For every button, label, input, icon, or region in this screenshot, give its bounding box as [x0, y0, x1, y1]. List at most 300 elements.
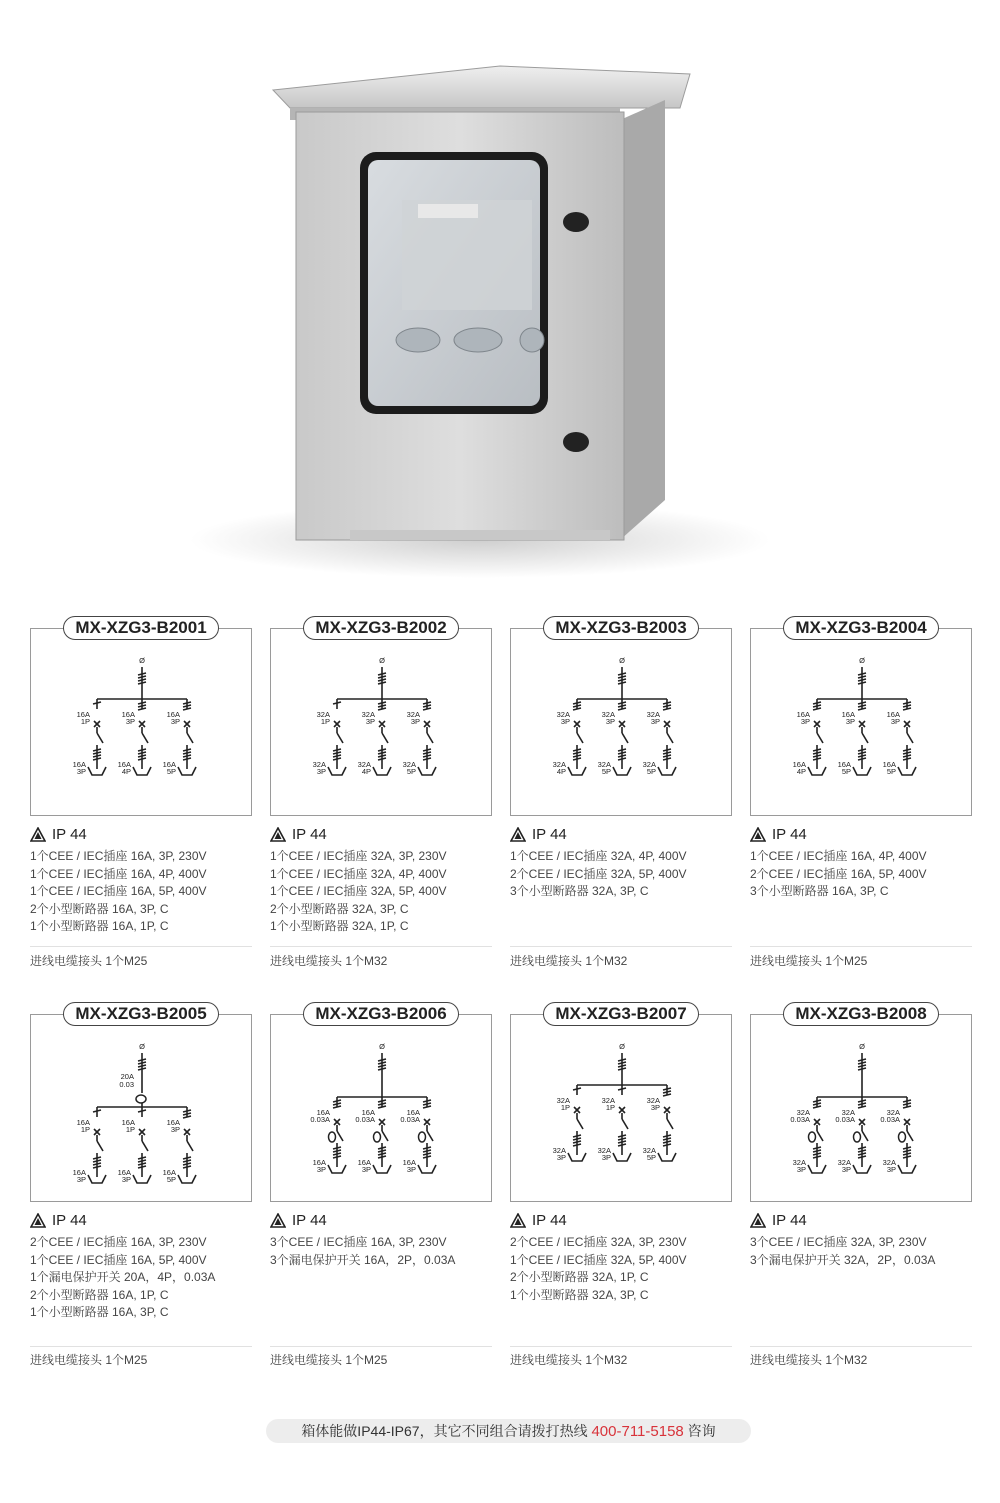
diagram-switch-contact [382, 1131, 388, 1141]
diagram-pole-ticks [423, 702, 431, 704]
cable-gland-info: 进线电缆接头 1个M25 [270, 1353, 388, 1367]
diagram-socket-rating: 32A [312, 760, 326, 769]
diagram-breaker-poles: 0.03A [790, 1115, 810, 1124]
diagram-feed-ticks [858, 682, 866, 684]
diagram-pole-ticks [663, 1094, 671, 1096]
diagram-pole-ticks [663, 705, 671, 707]
diagram-socket-rating: 16A [72, 760, 86, 769]
cable-gland-info: 进线电缆接头 1个M25 [750, 954, 868, 968]
diagram-socket-ticks [93, 758, 101, 760]
spec-line: 2个CEE / IEC插座 32A, 3P, 230V [510, 1235, 687, 1249]
diagram-socket-rating: 32A [642, 760, 656, 769]
diagram-socket-ticks [573, 758, 581, 760]
diagram-socket-rating: 16A [72, 1168, 86, 1177]
diagram-switch-contact [97, 1141, 103, 1151]
diagram-breaker-rating: 32A [601, 710, 615, 719]
diagram-socket-ticks [663, 1135, 671, 1137]
diagram-socket-ticks [423, 1150, 431, 1152]
diagram-socket-ticks [138, 1166, 146, 1168]
diagram-socket-rating: 32A [642, 1146, 656, 1155]
diagram-socket-ticks [813, 758, 821, 760]
diagram-feed-ticks [858, 1065, 866, 1067]
diagram-socket-ticks [903, 1153, 911, 1155]
diagram-breaker-poles: 3P [605, 717, 615, 726]
cable-gland-info: 进线电缆接头 1个M32 [750, 1353, 868, 1367]
diagram-breaker-poles: 3P [800, 717, 810, 726]
diagram-socket-ticks [903, 752, 911, 754]
diagram-rcd-sensor [899, 1132, 906, 1142]
model-number: MX-XZG3-B2003 [543, 616, 699, 640]
diagram-socket-ticks [903, 755, 911, 757]
diagram-pole-ticks [858, 702, 866, 704]
diagram-feed-ticks [378, 1068, 386, 1070]
divider [750, 1346, 972, 1347]
diagram-pole-ticks [813, 705, 821, 707]
diagram-pole-ticks [813, 1106, 821, 1108]
diagram-socket-rating: 16A [117, 1168, 131, 1177]
diagram-socket-ticks [813, 1147, 821, 1149]
spec-line: 1个CEE / IEC插座 16A, 4P, 400V [750, 849, 927, 863]
spec-line: 2个CEE / IEC插座 16A, 3P, 230V [30, 1235, 207, 1249]
diagram-socket-ticks [183, 1166, 191, 1168]
diagram-feed-ticks [138, 1059, 146, 1061]
diagram-socket-ticks [183, 755, 191, 757]
diagram-pole-ticks [903, 705, 911, 707]
wiring-diagram-box [750, 1014, 972, 1202]
diagram-socket-ticks [93, 752, 101, 754]
divider [750, 946, 972, 947]
spec-list [30, 1234, 260, 1322]
diagram-breaker-poles: 3P [170, 1125, 180, 1134]
divider [510, 946, 732, 947]
diagram-feed-ticks [858, 679, 866, 681]
diagram-breaker-rating: 32A [646, 710, 660, 719]
diagram-socket-poles: 5P [406, 767, 416, 776]
spec-list [510, 1234, 740, 1304]
spec-line: 1个CEE / IEC插座 32A, 4P, 400V [270, 866, 447, 881]
diagram-breaker-poles: 0.03A [835, 1115, 855, 1124]
diagram-socket-ticks [93, 1163, 101, 1165]
diagram-breaker-rating: 16A [406, 1108, 420, 1117]
diagram-pole-ticks [423, 1100, 431, 1102]
spec-line: 3个漏电保护开关 16A，2P，0.03A [270, 1252, 456, 1267]
spec-line: 2个CEE / IEC插座 16A, 5P, 400V [750, 866, 927, 881]
diagram-socket-ticks [573, 1141, 581, 1143]
wiring-diagram-box [30, 1014, 252, 1202]
diagram-socket-ticks [663, 1138, 671, 1140]
spec-line: 1个CEE / IEC插座 32A, 5P, 400V [510, 1252, 687, 1267]
diagram-socket-ticks [423, 758, 431, 760]
diagram-socket-ticks [333, 1147, 341, 1149]
ip-rating-text: IP 44 [292, 1211, 327, 1229]
divider [510, 1346, 732, 1347]
diagram-breaker-rating: 16A [76, 1118, 90, 1127]
diagram-socket-ticks [573, 752, 581, 754]
spec-line: 1个CEE / IEC插座 32A, 5P, 400V [270, 884, 447, 898]
diagram-switch-contact [667, 1119, 673, 1129]
diagram-socket-ticks [93, 749, 101, 751]
diagram-feed-ticks [378, 673, 386, 675]
diagram-socket-ticks [138, 752, 146, 754]
hotline-banner [266, 1419, 751, 1443]
wiring-diagram [31, 649, 253, 817]
diagram-switch-contact [427, 733, 433, 743]
diagram-socket-ticks [663, 749, 671, 751]
diagram-socket-ticks [618, 1141, 626, 1143]
diagram-socket-ticks [378, 758, 386, 760]
diagram-socket-poles: 3P [886, 1165, 896, 1174]
diagram-socket-ticks [903, 1156, 911, 1158]
diagram-pole-ticks [183, 705, 191, 707]
diagram-socket-poles: 3P [841, 1165, 851, 1174]
spec-line: 2个小型断路器 16A, 1P, C [30, 1287, 169, 1302]
divider [30, 946, 252, 947]
diagram-pole-ticks [138, 702, 146, 704]
diagram-pole-ticks [183, 702, 191, 704]
ip-rating-text: IP 44 [772, 825, 807, 843]
diagram-socket-ticks [903, 1150, 911, 1152]
diagram-pole-ticks [93, 702, 101, 704]
diagram-socket-ticks [333, 1153, 341, 1155]
spec-list [270, 848, 500, 936]
diagram-feed-ticks [378, 1065, 386, 1067]
diagram-socket-ticks [183, 1157, 191, 1159]
diagram-socket-ticks [573, 749, 581, 751]
diagram-pole-ticks [903, 702, 911, 704]
diagram-breaker-poles: 3P [560, 717, 570, 726]
diagram-socket-ticks [183, 752, 191, 754]
diagram-socket-ticks [858, 749, 866, 751]
diagram-breaker-rating: 32A [556, 1096, 570, 1105]
wiring-diagram [511, 1035, 733, 1203]
ip-rating-text: IP 44 [52, 825, 87, 843]
diagram-switch-contact [577, 733, 583, 743]
ip-rating [750, 824, 807, 844]
spec-line: 1个CEE / IEC插座 32A, 3P, 230V [270, 849, 447, 863]
diagram-switch-contact [667, 733, 673, 743]
diagram-switch-contact [817, 1131, 823, 1141]
diagram-feed-ticks [858, 673, 866, 675]
diagram-breaker-poles: 1P [560, 1103, 570, 1112]
model-number: MX-XZG3-B2007 [543, 1002, 699, 1026]
ip-rating-text: IP 44 [772, 1211, 807, 1229]
diagram-feed-ticks [618, 1065, 626, 1067]
diagram-pole-ticks [858, 1100, 866, 1102]
diagram-switch-contact [337, 733, 343, 743]
diagram-breaker-rating: 16A [121, 710, 135, 719]
diagram-feed-ticks [618, 673, 626, 675]
diagram-breaker-rating: 32A [361, 710, 375, 719]
wiring-diagram [511, 649, 733, 817]
diagram-socket-rating: 16A [162, 760, 176, 769]
diagram-socket-rating: 16A [837, 760, 851, 769]
diagram-socket-ticks [423, 1156, 431, 1158]
diagram-pole-ticks [423, 1106, 431, 1108]
hotline-text: 箱体能做IP44-IP67，其它不同组合请拨打热线 [301, 1423, 592, 1439]
diagram-socket-poles: 5P [886, 767, 896, 776]
diagram-breaker-poles: 1P [605, 1103, 615, 1112]
model-number: MX-XZG3-B2001 [63, 616, 219, 640]
diagram-socket-ticks [618, 752, 626, 754]
diagram-socket-poles: 3P [406, 1165, 416, 1174]
diagram-socket-poles: 5P [646, 767, 656, 776]
diagram-socket-rating: 32A [552, 760, 566, 769]
wiring-diagram-box [30, 628, 252, 816]
diagram-socket-ticks [423, 752, 431, 754]
wiring-diagram-box [510, 628, 732, 816]
diagram-socket-ticks [333, 749, 341, 751]
diagram-phase-label: Ø [619, 1042, 625, 1051]
diagram-pole-ticks [423, 1103, 431, 1105]
diagram-breaker-rating: 32A [646, 1096, 660, 1105]
diagram-phase-label: Ø [859, 656, 865, 665]
warning-triangle-icon [750, 1213, 766, 1228]
diagram-pole-ticks [378, 708, 386, 710]
diagram-socket-rating: 16A [402, 1158, 416, 1167]
diagram-feed-ticks [618, 676, 626, 678]
ip-rating-text: IP 44 [292, 825, 327, 843]
spec-line: 1个小型断路器 16A, 3P, C [30, 1305, 169, 1319]
diagram-switch-contact [187, 1141, 193, 1151]
ip-rating-text: IP 44 [52, 1211, 87, 1229]
model-number: MX-XZG3-B2006 [303, 1002, 459, 1026]
diagram-breaker-rating: 16A [361, 1108, 375, 1117]
wiring-diagram [751, 1035, 973, 1203]
diagram-breaker-rating: 32A [406, 710, 420, 719]
diagram-socket-rating: 32A [552, 1146, 566, 1155]
diagram-switch-contact [382, 733, 388, 743]
spec-line: 2个CEE / IEC插座 32A, 5P, 400V [510, 866, 687, 881]
diagram-rcd-sensor [809, 1132, 816, 1142]
diagram-pole-ticks [618, 708, 626, 710]
diagram-switch-contact [862, 733, 868, 743]
diagram-feed-ticks [378, 676, 386, 678]
diagram-socket-ticks [138, 1160, 146, 1162]
diagram-breaker-rating: 32A [796, 1108, 810, 1117]
diagram-socket-ticks [858, 1153, 866, 1155]
diagram-socket-ticks [858, 1147, 866, 1149]
diagram-socket-ticks [93, 1157, 101, 1159]
diagram-socket-rating: 32A [402, 760, 416, 769]
warning-triangle-icon [510, 827, 526, 842]
diagram-socket-ticks [618, 758, 626, 760]
diagram-pole-ticks [573, 702, 581, 704]
diagram-socket-ticks [573, 1144, 581, 1146]
diagram-pole-ticks [573, 708, 581, 710]
diagram-rcd-sensor [854, 1132, 861, 1142]
diagram-pole-ticks [903, 1100, 911, 1102]
diagram-pole-ticks [858, 1106, 866, 1108]
diagram-feed-ticks [858, 1059, 866, 1061]
diagram-feed-ticks [378, 679, 386, 681]
diagram-breaker-rating: 16A [316, 1108, 330, 1117]
diagram-pole-ticks [333, 1106, 341, 1108]
diagram-socket-rating: 16A [792, 760, 806, 769]
diagram-socket-ticks [333, 1156, 341, 1158]
hotline-phone[interactable]: 400-711-5158 [591, 1423, 684, 1440]
spec-line: 1个CEE / IEC插座 16A, 3P, 230V [30, 849, 207, 863]
diagram-socket-rating: 32A [837, 1158, 851, 1167]
warning-triangle-icon [270, 1213, 286, 1228]
diagram-main-rating: 20A [120, 1072, 134, 1081]
diagram-socket-ticks [423, 749, 431, 751]
diagram-switch-contact [817, 733, 823, 743]
diagram-breaker-rating: 16A [841, 710, 855, 719]
diagram-socket-ticks [573, 1135, 581, 1137]
diagram-pole-ticks [618, 1088, 626, 1090]
diagram-pole-ticks [813, 702, 821, 704]
diagram-pole-ticks [183, 1116, 191, 1118]
diagram-switch-contact [142, 733, 148, 743]
spec-line: 1个小型断路器 32A, 1P, C [270, 919, 409, 933]
diagram-breaker-poles: 1P [125, 1125, 135, 1134]
diagram-socket-ticks [138, 1157, 146, 1159]
diagram-breaker-poles: 3P [410, 717, 420, 726]
diagram-feed-ticks [618, 1068, 626, 1070]
warning-triangle-icon [750, 827, 766, 842]
diagram-socket-ticks [813, 1150, 821, 1152]
model-number: MX-XZG3-B2002 [303, 616, 459, 640]
hotline-suffix: 咨询 [683, 1423, 716, 1439]
wiring-diagram-box [270, 628, 492, 816]
spec-line: 1个小型断路器 32A, 3P, C [510, 1287, 649, 1302]
diagram-breaker-poles: 3P [650, 1103, 660, 1112]
diagram-breaker-poles: 3P [845, 717, 855, 726]
diagram-feed-ticks [138, 679, 146, 681]
diagram-phase-label: Ø [139, 656, 145, 665]
diagram-socket-poles: 3P [361, 1165, 371, 1174]
spec-line: 2个小型断路器 32A, 3P, C [270, 901, 409, 916]
diagram-pole-ticks [378, 705, 386, 707]
diagram-pole-ticks [903, 708, 911, 710]
diagram-socket-ticks [858, 758, 866, 760]
diagram-socket-ticks [903, 758, 911, 760]
spec-line: 3个CEE / IEC插座 32A, 3P, 230V [750, 1235, 927, 1249]
spec-line: 3个小型断路器 32A, 3P, C [510, 884, 649, 898]
wiring-diagram [271, 1035, 493, 1203]
diagram-breaker-rating: 32A [601, 1096, 615, 1105]
cable-gland-info: 进线电缆接头 1个M25 [30, 954, 148, 968]
diagram-socket-ticks [573, 1138, 581, 1140]
diagram-socket-poles: 3P [601, 1153, 611, 1162]
diagram-rcd-sensor [329, 1132, 336, 1142]
diagram-breaker-rating: 16A [796, 710, 810, 719]
diagram-breaker-poles: 3P [125, 717, 135, 726]
diagram-switch-contact [337, 1131, 343, 1141]
diagram-breaker-rating: 16A [166, 710, 180, 719]
diagram-socket-ticks [93, 755, 101, 757]
diagram-breaker-poles: 3P [890, 717, 900, 726]
diagram-socket-rating: 16A [312, 1158, 326, 1167]
diagram-socket-rating: 16A [117, 760, 131, 769]
wiring-diagram [31, 1035, 253, 1203]
model-number: MX-XZG3-B2008 [783, 1002, 939, 1026]
diagram-socket-ticks [138, 1163, 146, 1165]
diagram-pole-ticks [813, 1100, 821, 1102]
diagram-pole-ticks [423, 708, 431, 710]
diagram-pole-ticks [618, 702, 626, 704]
ip-rating [270, 1210, 327, 1230]
diagram-rcd-sensor [374, 1132, 381, 1142]
diagram-pole-ticks [903, 1106, 911, 1108]
diagram-pole-ticks [138, 1110, 146, 1112]
diagram-socket-ticks [618, 1135, 626, 1137]
spec-line: 3个CEE / IEC插座 16A, 3P, 230V [270, 1235, 447, 1249]
diagram-socket-ticks [663, 1141, 671, 1143]
diagram-breaker-rating: 16A [166, 1118, 180, 1127]
diagram-feed-ticks [138, 682, 146, 684]
diagram-feed-ticks [618, 1062, 626, 1064]
spec-line: 3个漏电保护开关 32A，2P，0.03A [750, 1252, 936, 1267]
diagram-phase-label: Ø [859, 1042, 865, 1051]
wiring-diagram-box [510, 1014, 732, 1202]
diagram-switch-contact [907, 1131, 913, 1141]
cable-gland-info: 进线电缆接头 1个M32 [510, 1353, 628, 1367]
diagram-socket-poles: 3P [76, 767, 86, 776]
diagram-socket-ticks [378, 1147, 386, 1149]
diagram-pole-ticks [333, 1100, 341, 1102]
divider [30, 1346, 252, 1347]
diagram-socket-ticks [333, 752, 341, 754]
diagram-socket-ticks [813, 1153, 821, 1155]
diagram-switch-contact [907, 733, 913, 743]
ip-rating [750, 1210, 807, 1230]
diagram-socket-ticks [378, 749, 386, 751]
diagram-pole-ticks [378, 1106, 386, 1108]
diagram-socket-ticks [423, 1153, 431, 1155]
cable-gland-info: 进线电缆接头 1个M25 [30, 1353, 148, 1367]
diagram-socket-ticks [183, 749, 191, 751]
diagram-socket-ticks [573, 755, 581, 757]
diagram-breaker-poles: 0.03A [880, 1115, 900, 1124]
diagram-socket-poles: 5P [166, 1175, 176, 1184]
diagram-breaker-poles: 1P [80, 717, 90, 726]
warning-triangle-icon [270, 827, 286, 842]
distribution-box-image [180, 40, 780, 590]
diagram-phase-label: Ø [139, 1042, 145, 1051]
diagram-socket-poles: 5P [841, 767, 851, 776]
diagram-main-sensitivity: 0.03 [119, 1080, 134, 1089]
diagram-feed-ticks [138, 1062, 146, 1064]
diagram-socket-ticks [663, 1144, 671, 1146]
diagram-breaker-poles: 3P [365, 717, 375, 726]
model-number: MX-XZG3-B2004 [783, 616, 939, 640]
diagram-socket-poles: 3P [796, 1165, 806, 1174]
diagram-socket-ticks [858, 1150, 866, 1152]
diagram-switch-contact [187, 733, 193, 743]
diagram-pole-ticks [663, 1088, 671, 1090]
diagram-breaker-poles: 3P [170, 717, 180, 726]
diagram-phase-label: Ø [619, 656, 625, 665]
warning-triangle-icon [30, 827, 46, 842]
diagram-pole-ticks [663, 708, 671, 710]
diagram-breaker-poles: 0.03A [355, 1115, 375, 1124]
diagram-feed-ticks [378, 1059, 386, 1061]
diagram-socket-ticks [378, 1150, 386, 1152]
diagram-socket-ticks [858, 755, 866, 757]
diagram-pole-ticks [333, 702, 341, 704]
spec-list [750, 848, 980, 901]
diagram-switch-contact [142, 1141, 148, 1151]
diagram-socket-rating: 16A [162, 1168, 176, 1177]
diagram-breaker-poles: 1P [320, 717, 330, 726]
wiring-diagram [751, 649, 973, 817]
diagram-socket-ticks [138, 755, 146, 757]
diagram-pole-ticks [378, 1100, 386, 1102]
diagram-pole-ticks [903, 1103, 911, 1105]
spec-line: 1个CEE / IEC插座 16A, 4P, 400V [30, 866, 207, 881]
warning-triangle-icon [30, 1213, 46, 1228]
